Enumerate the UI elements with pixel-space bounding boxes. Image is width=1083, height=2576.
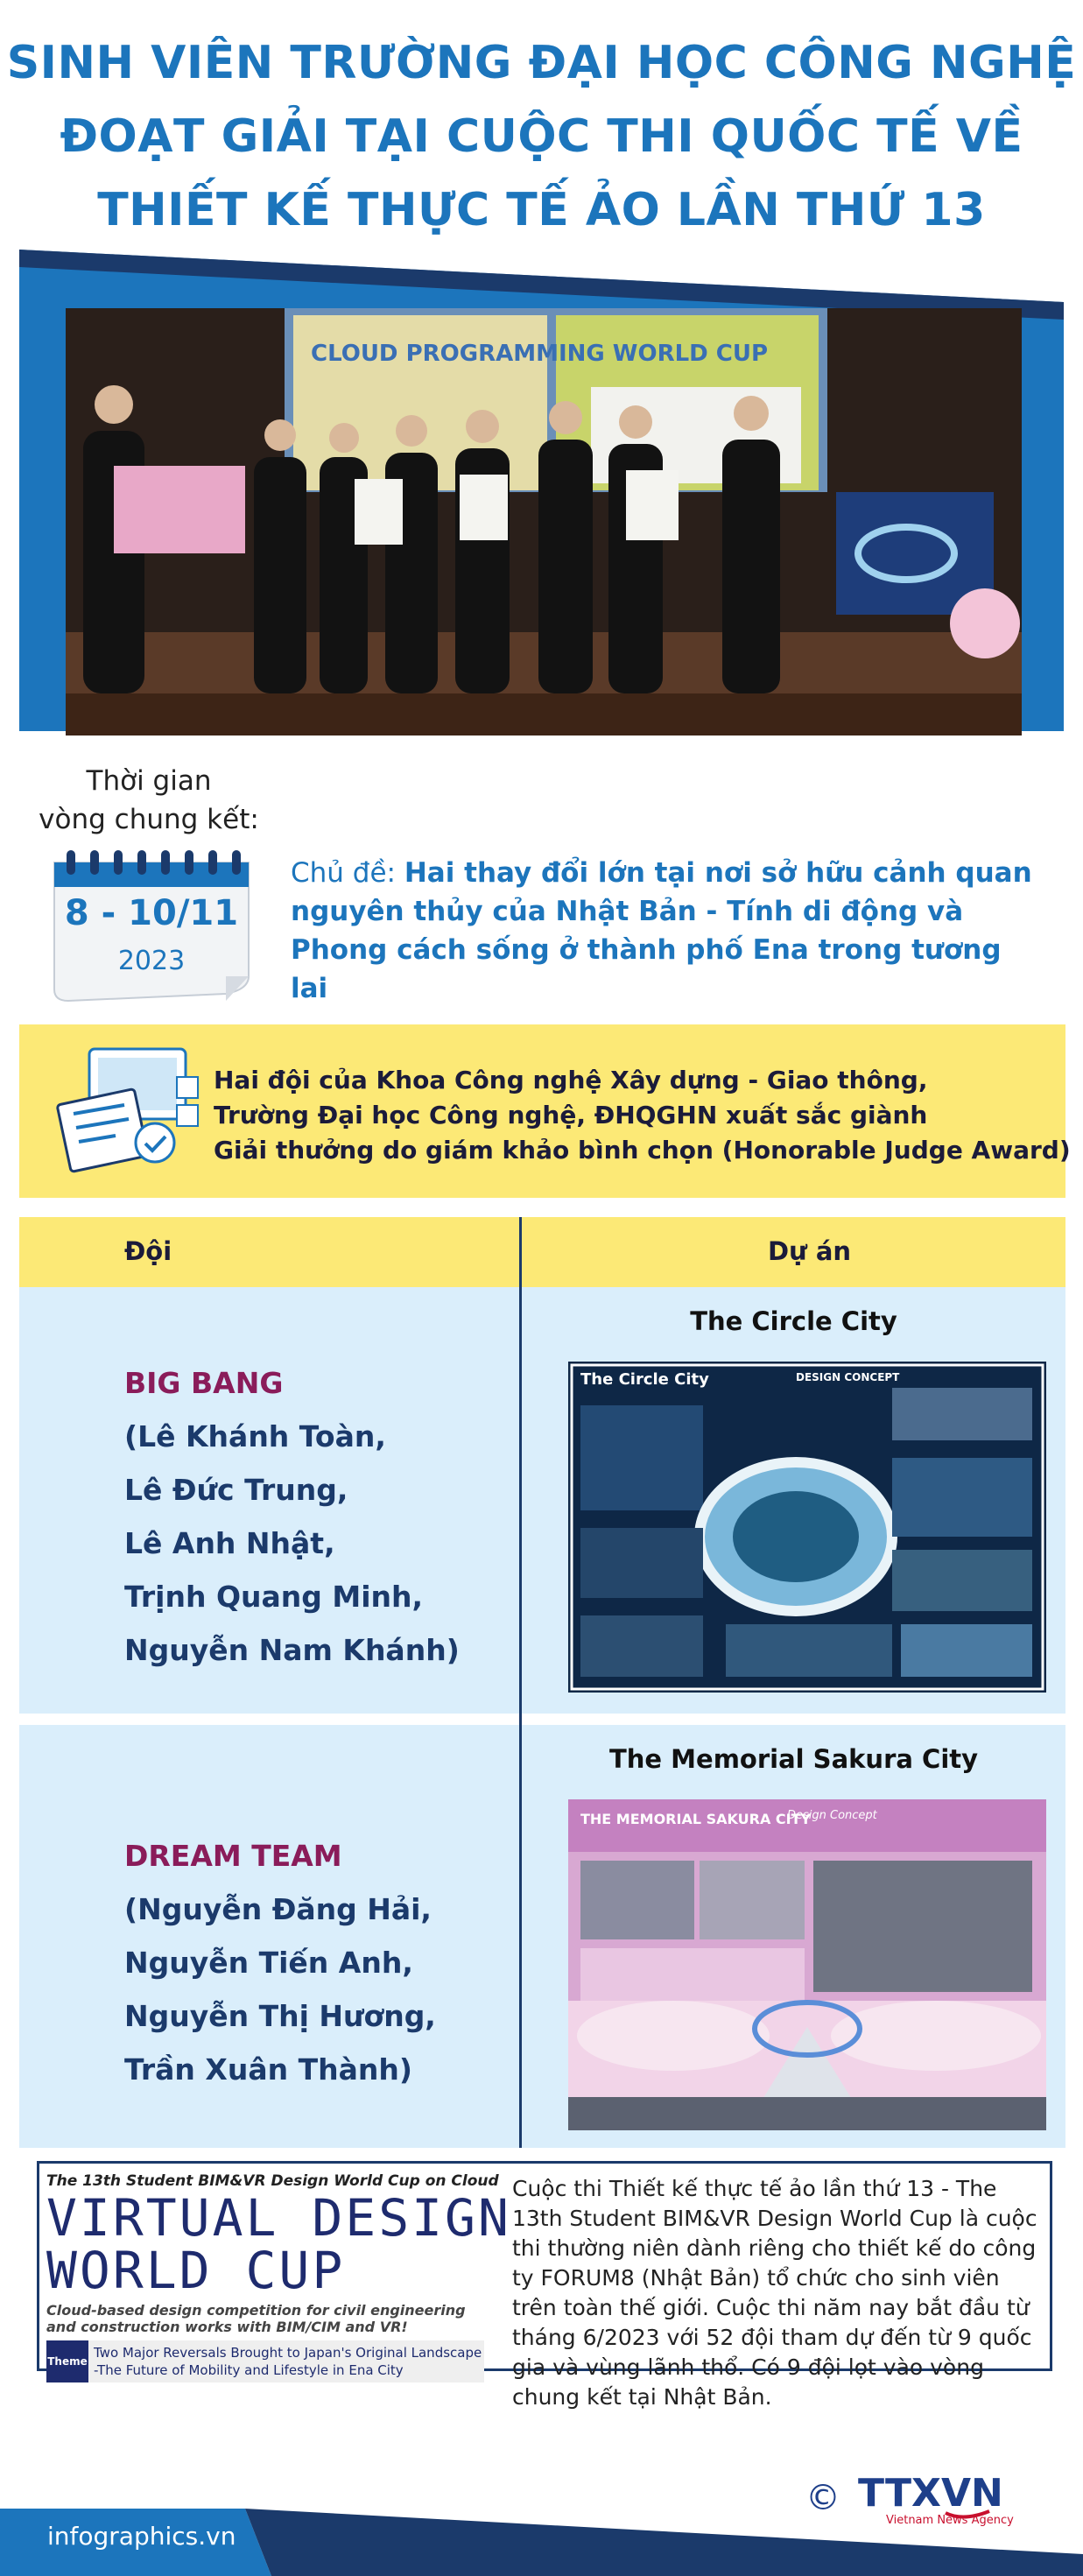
contest-description: Cuộc thi Thiết kế thực tế ảo lần thứ 13 - The 13th Student BIM&VR Design World Cup là cuộc thi thường niên dành riêng cho thiết kế do công ty FORUM8 (Nhật Bản) tổ chức cho sinh viên trên toàn thế giới. Cuộc thi năm nay bắt đầu từ tháng 6/2023 với 52 đội tham dự đến từ 9 quốc gia và vùng lãnh thổ. Có 9 đội lọt vào vòng chung kết tại Nhật Bản. xyxy=(512,2176,1037,2410)
topic-line-1: Hai thay đổi lớn tại nơi sở hữu cảnh quan xyxy=(404,857,1032,889)
table-row xyxy=(19,1725,1065,2148)
member: (Lê Khánh Toàn, xyxy=(124,1419,386,1453)
title-line-2: ĐOẠT GIẢI TẠI CUỘC THI QUỐC TẾ VỀ xyxy=(60,110,1023,163)
theme-line1: Two Major Reversals Brought to Japan's Original Landscape xyxy=(94,2345,482,2361)
team-name: DREAM TEAM xyxy=(124,1839,342,1873)
brand-name: TTXVN xyxy=(858,2471,1003,2516)
team-members xyxy=(124,1410,460,1677)
final-round-label xyxy=(35,762,263,839)
member: Nguyễn Thị Hương, xyxy=(124,1999,436,2033)
logo-title xyxy=(46,2188,511,2300)
brand-sub: Vietnam News Agency xyxy=(886,2514,1014,2527)
theme-line2: -The Future of Mobility and Lifestyle in Ena City xyxy=(94,2362,404,2378)
theme-text xyxy=(94,2344,482,2379)
theme-tag: Theme xyxy=(46,2340,88,2382)
logo-desc-line2: and construction works with BIM/CIM and VR! xyxy=(46,2319,408,2335)
footer-site-link[interactable]: infographics.vn xyxy=(47,2522,236,2551)
title-line-3: THIẾT KẾ THỰC TẾ ẢO LẦN THỨ 13 xyxy=(97,184,986,236)
final-round-date: 8 - 10/11 xyxy=(64,893,239,933)
topic-line-3: Phong cách sống ở thành phố Ena trong tương lai xyxy=(291,934,1002,1004)
logo-theme xyxy=(46,2340,484,2382)
poster-caption: Design Concept xyxy=(787,1809,877,1822)
award-line-2: Trường Đại học Công nghệ, ĐHQGHN xuất sắc giành xyxy=(214,1101,928,1130)
vdwc-logo xyxy=(46,2172,511,2378)
member: Nguyễn Tiến Anh, xyxy=(124,1946,413,1980)
final-round-year: 2023 xyxy=(117,946,186,976)
member: Nguyễn Nam Khánh) xyxy=(124,1633,460,1667)
logo-description xyxy=(46,2302,466,2335)
contest-topic xyxy=(291,854,1044,1008)
member: (Nguyễn Đăng Hải, xyxy=(124,1892,432,1926)
table-header xyxy=(19,1217,1065,1287)
award-ceremony-photo xyxy=(66,308,1022,735)
header-project: Dự án xyxy=(768,1236,852,1266)
page-title xyxy=(0,26,1083,247)
logo-title-line2: WORLD CUP xyxy=(46,2241,346,2300)
contest-info-box xyxy=(37,2161,1052,2410)
award-text xyxy=(214,1063,1071,1168)
member: Trần Xuân Thành) xyxy=(124,2052,412,2087)
member: Lê Đức Trung, xyxy=(124,1473,348,1507)
award-banner xyxy=(19,1024,1071,1198)
final-round-label-line1: Thời gian xyxy=(86,765,212,797)
logo-title-line1: VIRTUAL DESIGN xyxy=(46,2188,511,2248)
calendar-card xyxy=(51,845,261,1007)
table-row xyxy=(19,1287,1065,1714)
project-poster xyxy=(568,1362,1046,1693)
header-team: Đội xyxy=(124,1236,172,1266)
project-title: The Circle City xyxy=(690,1306,897,1336)
project-poster xyxy=(568,1799,1046,2130)
logo-subtitle: The 13th Student BIM&VR Design World Cup on Cloud xyxy=(46,2172,499,2190)
member: Trịnh Quang Minh, xyxy=(124,1580,424,1614)
logo-desc-line1: Cloud-based design competition for civil engineering xyxy=(46,2302,466,2319)
topic-line-2: nguyên thủy của Nhật Bản - Tính di động và xyxy=(291,896,964,927)
team-members xyxy=(124,1883,436,2096)
member: Lê Anh Nhật, xyxy=(124,1526,335,1560)
ttxvn-logo xyxy=(814,2467,1051,2533)
final-round-label-line2: vòng chung kết: xyxy=(39,804,259,835)
banner-text: CLOUD PROGRAMMING WORLD CUP xyxy=(311,341,769,367)
award-line-3: Giải thưởng do giám khảo bình chọn (Honorable Judge Award) xyxy=(214,1136,1071,1165)
topic-label: Chủ đề: xyxy=(291,857,396,889)
title-line-1: SINH VIÊN TRƯỜNG ĐẠI HỌC CÔNG NGHỆ xyxy=(6,37,1077,89)
project-title: The Memorial Sakura City xyxy=(608,1744,979,1774)
poster-title: The Circle City xyxy=(580,1370,709,1389)
copyright-icon: © xyxy=(805,2478,840,2518)
poster-caption: DESIGN CONCEPT xyxy=(796,1371,900,1383)
poster-title: THE MEMORIAL SAKURA CITY xyxy=(580,1811,812,1827)
award-line-1: Hai đội của Khoa Công nghệ Xây dựng - Giao thông, xyxy=(214,1066,928,1094)
table-column-divider xyxy=(519,1217,522,2148)
team-name: BIG BANG xyxy=(124,1366,284,1400)
award-document-icon xyxy=(54,1042,207,1182)
